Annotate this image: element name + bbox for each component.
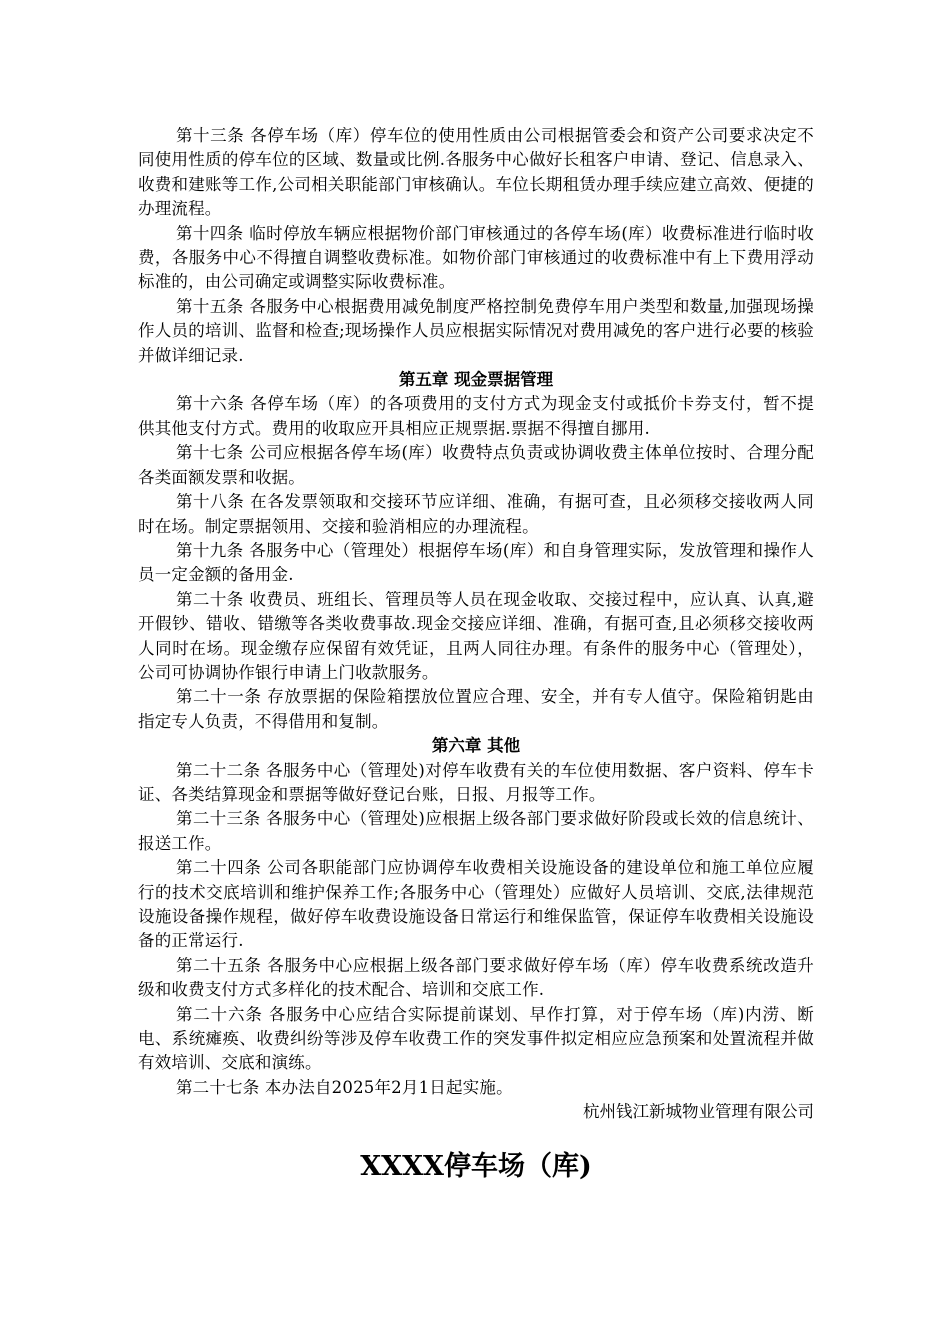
- article-21: 第二十一条 存放票据的保险箱摆放位置应合理、安全，并有专人值守。保险箱钥匙由指定专人负责，不得借用和复制。: [138, 687, 814, 731]
- document-page: [138, 124, 814, 1187]
- article-14: 第十四条 临时停放车辆应根据物价部门审核通过的各停车场(库）收费标准进行临时收费，各服务中心不得擅自调整收费标准。如物价部门审核通过的收费标准中有上下费用浮动标准的，由公司确定或调整实际收费标准。: [138, 223, 814, 292]
- article-25: 第二十五条 各服务中心应根据上级各部门要求做好停车场（库）停车收费系统改造升级和收费支付方式多样化的技术配合、培训和交底工作.: [138, 955, 814, 1000]
- article-22: 第二十二条 各服务中心（管理处)对停车收费有关的车位使用数据、客户资料、停车卡证、各类结算现金和票据等做好登记台账，日报、月报等工作。: [138, 760, 814, 804]
- article-24: 第二十四条 公司各职能部门应协调停车收费相关设施设备的建设单位和施工单位应履行的技术交底培训和维护保养工作;各服务中心（管理处）应做好人员培训、交底,法律规范设施设备操作规程，做好停车收费设施设备日常运行和维保监管，保证停车收费相关设施设备的正常运行.: [138, 858, 814, 951]
- chapter-6-heading: 第六章 其他: [431, 736, 521, 756]
- article-16: 第十六条 各停车场（库）的各项费用的支付方式为现金支付或抵价卡券支付，暂不提供其他支付方式。费用的收取应开具相应正规票据.票据不得擅自挪用.: [138, 394, 814, 438]
- article-13: 第十三条 各停车场（库）停车位的使用性质由公司根据管委会和资产公司要求决定不同使用性质的停车位的区域、数量或比例.各服务中心做好长租客户申请、登记、信息录入、收费和建账等工作,公司相关职能部门审核确认。车位长期租赁办理手续应建立高效、便捷的办理流程。: [138, 126, 814, 219]
- article-27: 第二十七条 本办法自2025年2月1日起实施。: [175, 1077, 513, 1097]
- article-18: 第十八条 在各发票领取和交接环节应详细、准确，有据可查，且必须移交接收两人同时在场。制定票据领用、交接和验消相应的办理流程。: [138, 492, 814, 536]
- article-23: 第二十三条 各服务中心（管理处)应根据上级各部门要求做好阶段或长效的信息统计、报送工作。: [138, 809, 814, 853]
- article-15: 第十五条 各服务中心根据费用减免制度严格控制免费停车用户类型和数量,加强现场操作人员的培训、监督和检查;现场操作人员应根据实际情况对费用减免的客户进行必要的核验并做详细记录.: [138, 296, 814, 365]
- article-17: 第十七条 公司应根据各停车场(库）收费特点负责或协调收费主体单位按时、合理分配各类面额发票和收据。: [138, 443, 814, 487]
- company-signature: 杭州钱江新城物业管理有限公司: [583, 1102, 814, 1122]
- article-19: 第十九条 各服务中心（管理处）根据停车场(库）和自身管理实际，发放管理和操作人员一定金额的备用金.: [138, 540, 814, 585]
- chapter-5-heading: 第五章 现金票据管理: [398, 370, 554, 390]
- article-26: 第二十六条 各服务中心应结合实际提前谋划、早作打算，对于停车场（库)内涝、断电、系统瘫痪、收费纠纷等涉及停车收费工作的突发事件拟定相应应急预案和处置流程并做有效培训、交底和演练。: [138, 1004, 814, 1073]
- article-20: 第二十条 收费员、班组长、管理员等人员在现金收取、交接过程中，应认真、认真,避开假钞、错收、错缴等各类收费事故.现金交接应详细、准确，有据可查,且必须移交接收两人同时在场。现金缴存应保留有效凭证，且两人同往办理。有条件的服务中心（管理处），公司可协调协作银行申请上门收款服务。: [138, 589, 814, 682]
- next-section-title: XXXX停车场（库): [360, 1150, 592, 1182]
